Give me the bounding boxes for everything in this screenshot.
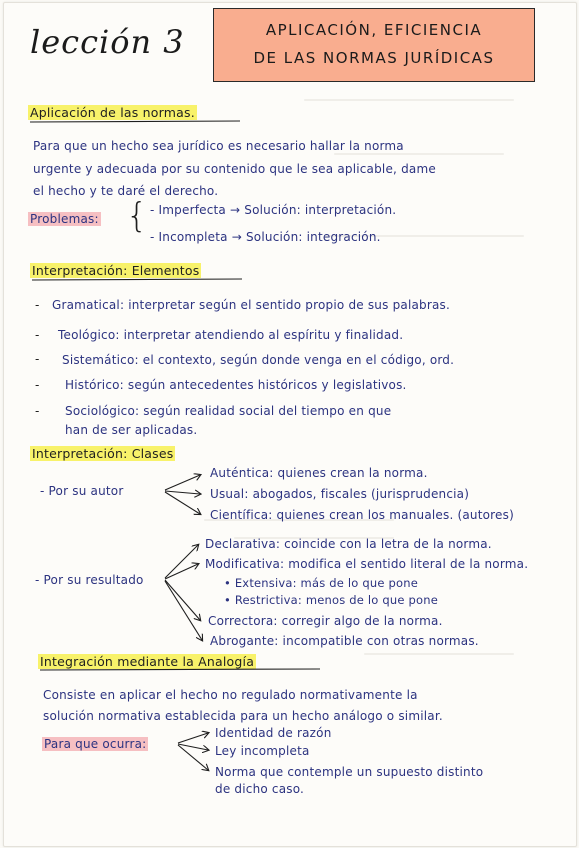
section-heading-aplicacion bbox=[28, 106, 197, 120]
section-heading-text: Aplicación de las normas. bbox=[30, 105, 195, 120]
cause-label bbox=[42, 737, 148, 751]
cause-item: Ley incompleta bbox=[215, 744, 310, 758]
cause-item-continuation: de dicho caso. bbox=[215, 782, 305, 796]
sub-item-text: Restrictiva: menos de lo que pone bbox=[234, 593, 439, 607]
cause-label-text: Para que ocurra: bbox=[44, 737, 147, 751]
section-heading-elementos bbox=[30, 264, 201, 278]
problems-label-text: Problemas: bbox=[30, 212, 99, 226]
sub-item-text: Extensiva: más de lo que pone bbox=[234, 576, 418, 590]
resultado-item: Modificativa: modifica el sentido literal de la norma. bbox=[205, 557, 529, 571]
element-item: Sociológico: según realidad social del tiempo en que bbox=[65, 404, 392, 418]
bullet-dash: - bbox=[35, 328, 40, 342]
problems-label bbox=[28, 212, 101, 226]
element-item-continuation: han de ser aplicadas. bbox=[65, 423, 198, 437]
element-item: Teológico: interpretar atendiendo al espíritu y finalidad. bbox=[58, 328, 404, 342]
section-heading-text: Interpretación: Elementos bbox=[32, 263, 200, 278]
paragraph-line: Para que un hecho sea jurídico es necesario hallar la norma bbox=[33, 139, 404, 153]
sub-item: • Restrictiva: menos de lo que pone bbox=[224, 593, 439, 607]
section-heading-clases bbox=[30, 447, 175, 461]
paragraph-line: urgente y adecuada por su contenido que le sea aplicable, dame bbox=[33, 162, 436, 176]
section-heading-text: Integración mediante la Analogía bbox=[40, 654, 255, 669]
paragraph-line: Consiste en aplicar el hecho no regulado normativamente la bbox=[43, 688, 418, 702]
element-item: Sistemático: el contexto, según donde venga en el código, ord. bbox=[62, 353, 455, 367]
sub-item: • Extensiva: más de lo que pone bbox=[224, 576, 418, 590]
cause-item: Norma que contemple un supuesto distinto bbox=[215, 765, 484, 779]
lesson-title: lección 3 bbox=[30, 23, 185, 61]
bullet-dash: - bbox=[35, 298, 40, 312]
section-heading-integracion bbox=[38, 655, 256, 669]
resultado-item: Declarativa: coincide con la letra de la norma. bbox=[205, 537, 492, 551]
title-box bbox=[213, 8, 535, 82]
resultado-item: Correctora: corregir algo de la norma. bbox=[208, 614, 443, 628]
problem-item: - Incompleta → Solución: integración. bbox=[150, 230, 381, 244]
bullet-dash: - bbox=[35, 352, 40, 366]
autor-item: Auténtica: quienes crean la norma. bbox=[210, 466, 428, 480]
section-heading-text: Interpretación: Clases bbox=[32, 446, 174, 461]
autor-item: Usual: abogados, fiscales (jurisprudencia) bbox=[210, 487, 470, 501]
resultado-item: Abrogante: incompatible con otras normas. bbox=[210, 634, 479, 648]
brace-icon: { bbox=[126, 196, 148, 236]
autor-label: - Por su autor bbox=[40, 484, 124, 498]
title-line-2: DE LAS NORMAS JURÍDICAS bbox=[253, 49, 495, 67]
resultado-label: - Por su resultado bbox=[35, 573, 144, 587]
title-line-1: APLICACIÓN, EFICIENCIA bbox=[265, 21, 483, 39]
element-item: Histórico: según antecedentes históricos y legislativos. bbox=[65, 378, 407, 392]
element-item: Gramatical: interpretar según el sentido propio de sus palabras. bbox=[52, 298, 451, 312]
autor-item: Científica: quienes crean los manuales. (autores) bbox=[210, 508, 514, 522]
paragraph-line: solución normativa establecida para un hecho análogo o similar. bbox=[43, 709, 443, 723]
bullet-dash: - bbox=[35, 378, 40, 392]
paragraph-line: el hecho y te daré el derecho. bbox=[33, 184, 219, 198]
bullet-dash: - bbox=[35, 404, 40, 418]
problem-item: - Imperfecta → Solución: interpretación. bbox=[150, 203, 397, 217]
cause-item: Identidad de razón bbox=[215, 726, 332, 740]
